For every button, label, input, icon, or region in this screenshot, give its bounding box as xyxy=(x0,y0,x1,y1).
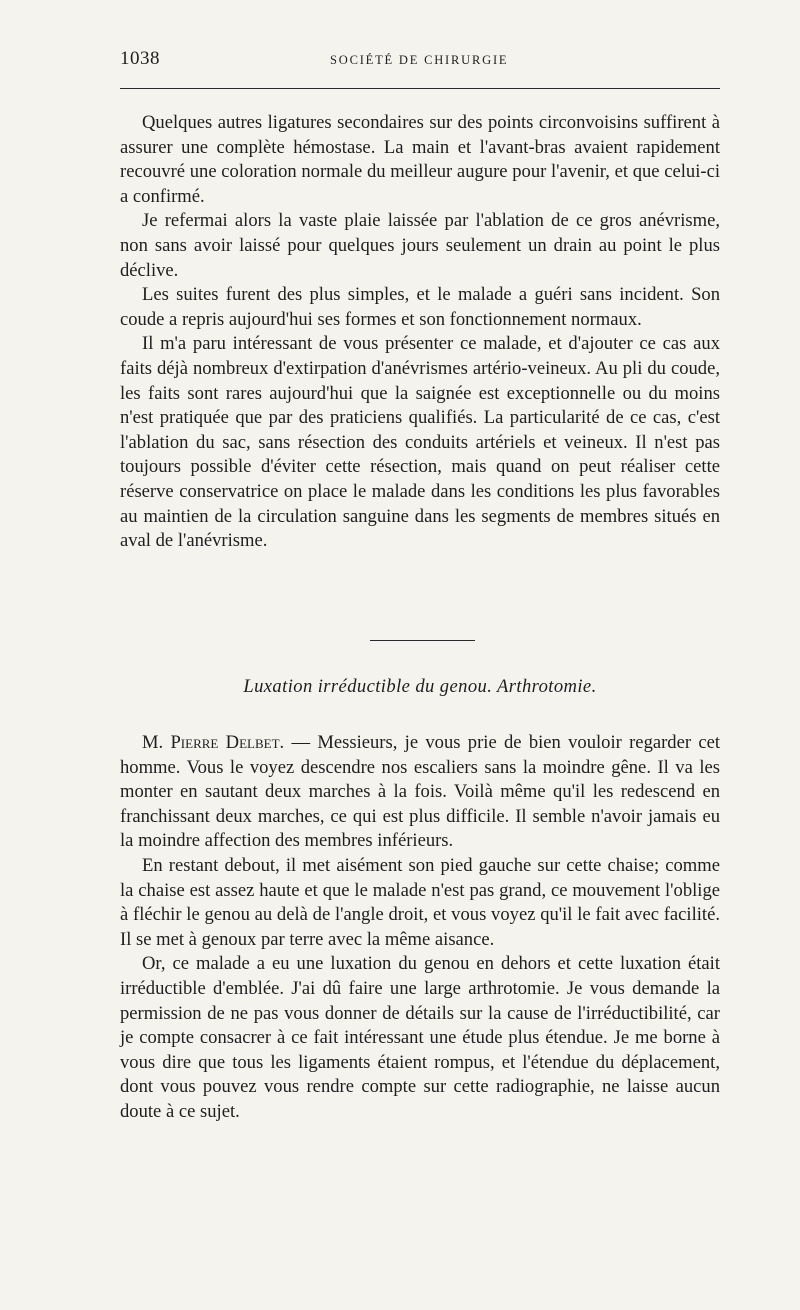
paragraph-text: — Messieurs, je vous prie de bien vouloir regarder cet homme. Vous le voyez descendre nos escaliers sans la moindre gêne. Il va les monter en sautant deux marches à la fois. Voilà même qu'il les redescend en franchissant deux marches, ce qui est plus difficile. Il semble n'avoir jamais eu la moindre affection des membres inférieurs. xyxy=(120,732,721,852)
header-rule xyxy=(120,88,720,89)
page-header xyxy=(120,48,720,72)
section-title: Luxation irréductible du genou. Arthrotomie. xyxy=(243,676,597,697)
text-block-top xyxy=(120,111,720,554)
paragraph: En restant debout, il met aisément son pied gauche sur cette chaise; comme la chaise est assez haute et que le malade n'est pas grand, ce mouvement l'oblige à fléchir le genou au delà de l'angle droit, et vous voyez qu'il le fait avec facilité. Il se met à genoux par terre avec la même aisance. xyxy=(120,854,720,950)
section-separator xyxy=(370,640,475,641)
speaker-name: M. Pierre Delbet. xyxy=(142,732,285,753)
text-block-bottom xyxy=(120,731,720,1125)
paragraph: Les suites furent des plus simples, et le malade a guéri sans incident. Son coude a repris aujourd'hui ses formes et son fonctionnement normaux. xyxy=(120,284,720,330)
paragraph: Il m'a paru intéressant de vous présenter ce malade, et d'ajouter ce cas aux faits déjà nombreux d'extirpation d'anévrismes artério-veineux. Au pli du coude, les faits sont rares aujourd'hui que la saignée est exceptionnelle ou du moins n'est pratiquée que par des praticiens qualifiés. La particularité de ce cas, c'est l'ablation du sac, sans résection des conduits artériels et veineux. Il n'est pas toujours possible d'éviter cette résection, mais quand on peut réaliser cette réserve conservatrice on place le malade dans les conditions les plus favorables au maintien de la circulation sanguine dans les segments de membres situés en aval de l'anévrisme. xyxy=(120,333,720,552)
paragraph: Je refermai alors la vaste plaie laissée par l'ablation de ce gros anévrisme, non sans avoir laissé pour quelques jours seulement un drain au point le plus déclive. xyxy=(120,210,720,281)
page-number: 1038 xyxy=(120,48,160,69)
running-title: SOCIÉTÉ DE CHIRURGIE xyxy=(330,53,509,67)
paragraph: Or, ce malade a eu une luxation du genou en dehors et cette luxation était irréductible d'emblée. J'ai dû faire une large arthrotomie. Je vous demande la permission de ne pas vous donner de détails sur la cause de l'irréductibilité, car je compte consacrer à ce fait intéressant une étude plus étendue. Je me borne à vous dire que tous les ligaments étaient rompus, et l'étendue du déplacement, dont vous pouvez vous rendre compte sur cette radiographie, ne laisse aucun doute à ce sujet. xyxy=(120,953,720,1122)
paragraph: Quelques autres ligatures secondaires sur des points circonvoisins suffirent à assurer une complète hémostase. La main et l'avant-bras avaient rapidement recouvré une coloration normale du meilleur augure pour l'avenir, et que celui-ci a confirmé. xyxy=(120,112,720,207)
paragraph xyxy=(120,731,720,854)
